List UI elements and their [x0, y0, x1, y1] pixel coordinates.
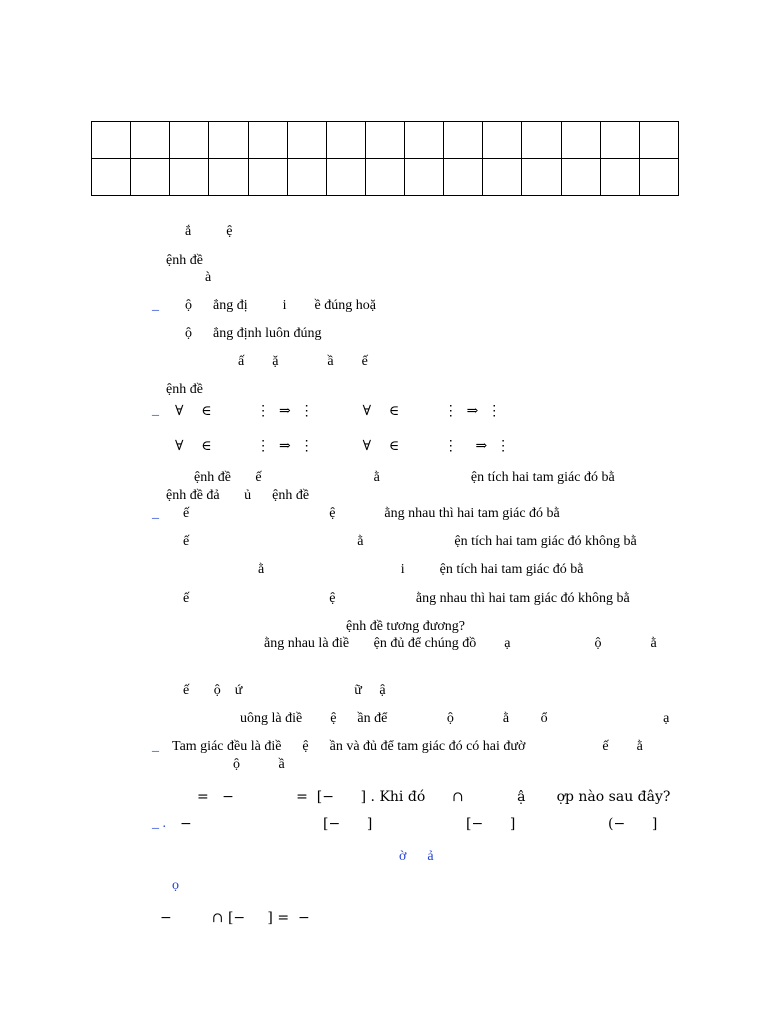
answer-grid-row — [92, 122, 679, 159]
math-option: [− ] — [466, 816, 516, 832]
answer-option: ằ i ện tích hai tam giác đó bằ — [258, 562, 584, 577]
grid-cell — [287, 159, 326, 196]
answer-grid — [91, 121, 679, 196]
question-text: ệnh đề — [166, 253, 203, 268]
grid-cell — [209, 159, 248, 196]
option-marker: _ — [152, 739, 159, 754]
grid-cell — [600, 122, 639, 159]
answer-option: uông là điề ệ ần để ộ ằ ổ ạ — [240, 711, 670, 726]
grid-cell — [326, 159, 365, 196]
grid-cell — [444, 122, 483, 159]
option-marker: _ . — [152, 816, 166, 831]
option-marker: _ — [152, 403, 159, 418]
question-text: ệnh đề — [166, 382, 203, 397]
grid-cell — [92, 159, 131, 196]
solution-heading: ờ ả — [399, 849, 434, 864]
grid-cell — [405, 122, 444, 159]
grid-cell — [522, 159, 561, 196]
answer-option: ế ằ ện tích hai tam giác đó không bằ — [183, 534, 637, 549]
grid-cell — [639, 122, 678, 159]
grid-cell — [365, 122, 404, 159]
answer-grid-row — [92, 159, 679, 196]
grid-cell — [248, 122, 287, 159]
answer-option: ế ệ ằng nhau thì hai tam giác đó không bằ — [183, 591, 630, 606]
grid-cell — [170, 122, 209, 159]
question-text: ệnh đề đả ủ ệnh đề — [166, 488, 310, 503]
solution-equation: − ∩ [− ] = − — [160, 910, 310, 926]
option-marker: _ — [152, 298, 159, 313]
grid-cell — [131, 122, 170, 159]
math-option: − — [180, 816, 192, 832]
answer-option: ộ ẳng định luôn đúng — [185, 326, 322, 341]
question-text: à — [205, 270, 212, 285]
question-text: ế ộ ứ ữ ậ — [183, 683, 386, 698]
question-text: ệnh đề tương đương? — [346, 619, 466, 634]
math-option: ∀ ∈ ⋮ ⇒ ⋮ ∀ ∈ ⋮ ⇒ ⋮ — [175, 403, 502, 419]
answer-option: ộ ầ — [233, 757, 285, 772]
grid-cell — [483, 122, 522, 159]
solution-label: ọ — [172, 878, 179, 893]
grid-cell — [326, 122, 365, 159]
answer-option: Tam giác đều là điề ệ ần và đủ để tam giác đó có hai đườ ế ằ — [172, 739, 643, 754]
grid-cell — [209, 122, 248, 159]
answer-option: ộ ẳng đị i ề đúng hoặ — [185, 298, 376, 313]
math-option: [− ] — [323, 816, 373, 832]
grid-cell — [248, 159, 287, 196]
grid-cell — [483, 159, 522, 196]
grid-cell — [287, 122, 326, 159]
question-text: ằng nhau là điề ện đủ để chúng đồ ạ ộ ằ — [264, 636, 657, 651]
math-option: (− ] — [608, 816, 658, 832]
grid-cell — [170, 159, 209, 196]
section-heading: ắ ệ — [185, 224, 233, 239]
math-option: ∀ ∈ ⋮ ⇒ ⋮ ∀ ∈ ⋮ ⇒ ⋮ — [175, 438, 511, 454]
grid-cell — [561, 159, 600, 196]
grid-cell — [639, 159, 678, 196]
grid-cell — [92, 122, 131, 159]
question-text: ệnh đề ế ằ ện tích hai tam giác đó bằ — [194, 470, 615, 485]
grid-cell — [444, 159, 483, 196]
grid-cell — [600, 159, 639, 196]
grid-cell — [561, 122, 600, 159]
grid-cell — [405, 159, 444, 196]
grid-cell — [365, 159, 404, 196]
option-marker: _ — [152, 506, 159, 521]
answer-option: ế ệ ằng nhau thì hai tam giác đó bằ — [183, 506, 560, 521]
question-text: = − = [− ] . Khi đó ∩ ậ ợp nào sau đây? — [197, 789, 671, 805]
answer-option: ấ ặ ầ ế — [238, 354, 368, 369]
grid-cell — [522, 122, 561, 159]
grid-cell — [131, 159, 170, 196]
